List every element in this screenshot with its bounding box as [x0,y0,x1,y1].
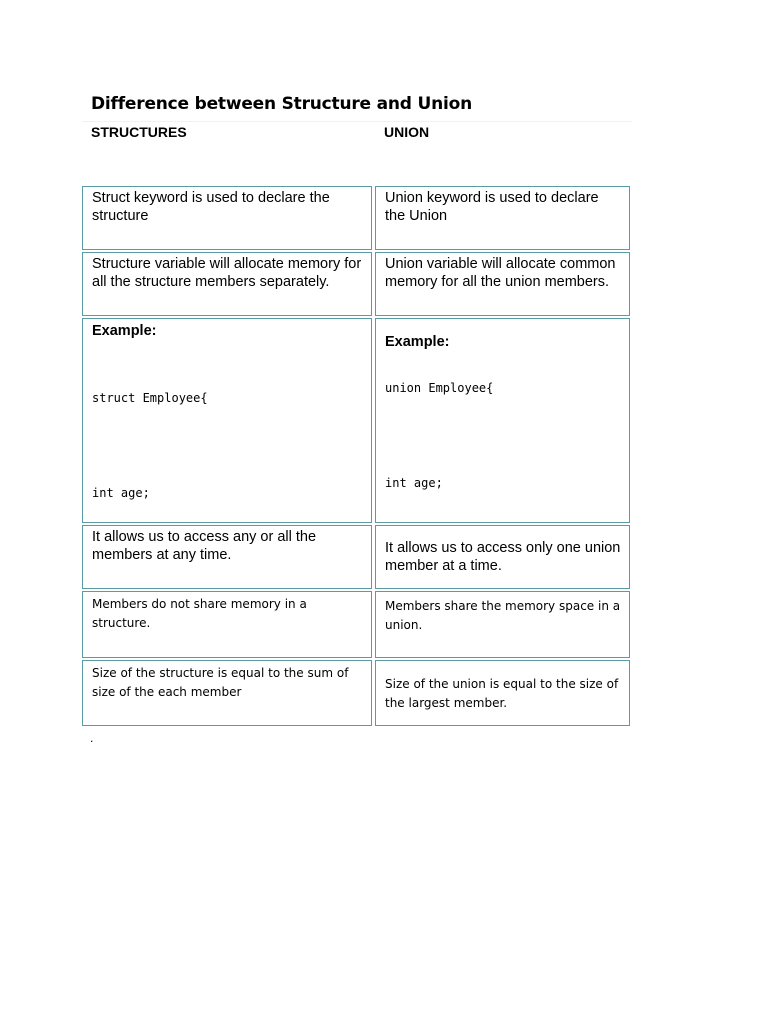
cell-text: Members do not share memory in a structure. [92,597,307,630]
table-cell-structure-sharing [82,591,372,658]
cell-text: Union keyword is used to declare the Union [385,190,599,224]
example-label: Example: [385,334,450,350]
page-title: Difference between Structure and Union [91,94,472,114]
example-label: Example: [92,323,157,339]
code-block-structure [92,361,363,523]
cell-text: Members share the memory space in a union. [385,599,621,632]
table-cell-union-access [375,525,630,589]
table-cell-structure-example [82,318,372,523]
cell-text: Structure variable will allocate memory for all the structure members separately. [92,256,362,290]
code-line: struct Employee{ [92,391,208,405]
cell-text: It allows us to access only one union member at a time. [385,540,621,574]
cell-text: Union variable will allocate common memory for all the union members. [385,256,616,290]
cell-text: It allows us to access any or all the members at any time. [92,529,317,563]
table-cell-structure-keyword [82,186,372,250]
table-cell-structure-access [82,525,372,589]
cell-text: Struct keyword is used to declare the structure [92,190,330,224]
table-cell-union-sharing [375,591,630,658]
column-header-structures: STRUCTURES [91,124,187,140]
title-divider [82,121,632,122]
table-cell-union-example [375,318,630,523]
table-cell-structure-memory [82,252,372,316]
table-cell-structure-size [82,660,372,726]
table-cell-union-keyword [375,186,630,250]
code-line: int age; [92,486,150,500]
table-cell-union-memory [375,252,630,316]
footer-mark: . [90,731,94,745]
code-line: int age; [385,476,443,490]
cell-text: Size of the union is equal to the size of the largest member. [385,677,619,710]
column-header-union: UNION [384,124,430,140]
code-line: union Employee{ [385,381,494,395]
code-block-union [385,351,621,523]
cell-text: Size of the structure is equal to the sum of size of the each member [92,666,349,699]
table-cell-union-size [375,660,630,726]
